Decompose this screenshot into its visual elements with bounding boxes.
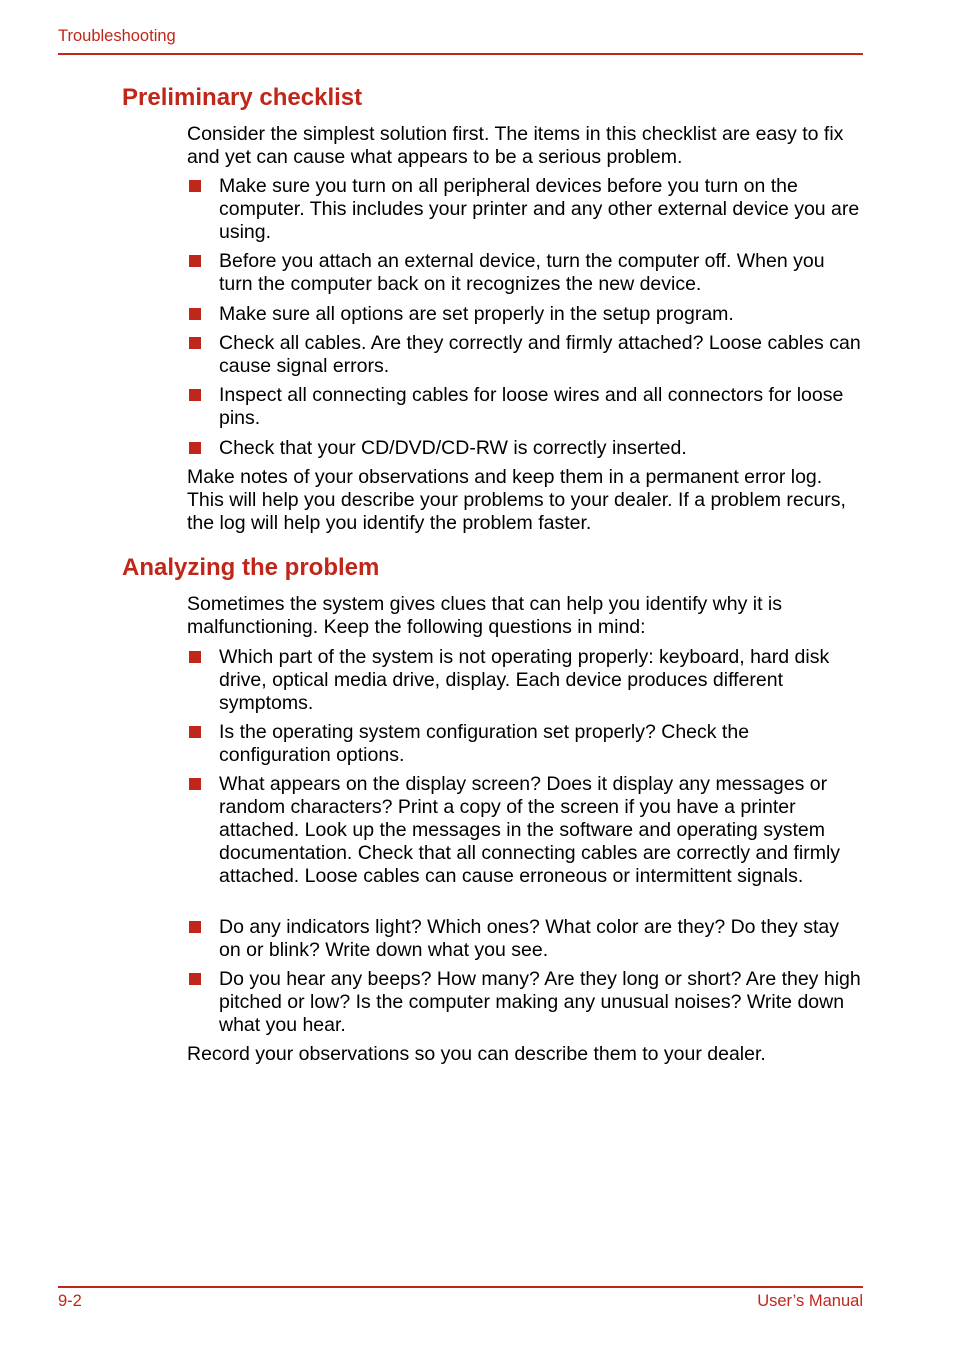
list-item-text: Make sure all options are set properly in the setup program. [219, 303, 734, 325]
list-item-text: What appears on the display screen? Does it display any messages or random characters? Print a copy of the screen if you have a printer attached. Look up the messages in the software and operating system documentation. Check that all connecting cables are correctly and firmly attached. Loose cables can cause erroneous or intermittent signals. [219, 773, 841, 887]
square-bullet-icon [189, 973, 201, 985]
analyzing-outro: Record your observations so you can describe them to your dealer. [187, 1043, 766, 1065]
footer-rule [58, 1286, 863, 1288]
checklist-outro: Make notes of your observations and keep them in a permanent error log. This will help you describe your problems to your dealer. If a problem recurs, the log will help you identify the problem faster. [187, 466, 846, 534]
list-item-text: Is the operating system configuration set properly? Check the configuration options. [219, 721, 750, 766]
list-item-text: Inspect all connecting cables for loose wires and all connectors for loose pins. [219, 384, 844, 429]
list-item-text: Do you hear any beeps? How many? Are they long or short? Are they high pitched or low? Is the computer making any unusual noises? Write down what you hear. [219, 968, 861, 1036]
square-bullet-icon [189, 921, 201, 933]
header-rule [58, 53, 863, 55]
checklist-intro: Consider the simplest solution first. The items in this checklist are easy to fix and yet can cause what appears to be a serious problem. [187, 123, 844, 168]
list-item-text: Which part of the system is not operating properly: keyboard, hard disk drive, optical media drive, display. Each device produces different symptoms. [219, 646, 830, 714]
square-bullet-icon [189, 337, 201, 349]
manual-title: User’s Manual [757, 1292, 863, 1310]
square-bullet-icon [189, 255, 201, 267]
heading-preliminary-checklist: Preliminary checklist [122, 84, 363, 111]
heading-analyzing-the-problem: Analyzing the problem [122, 554, 380, 581]
running-header: Troubleshooting [58, 27, 176, 45]
page-number: 9-2 [58, 1292, 82, 1310]
list-item-text: Do any indicators light? Which ones? What color are they? Do they stay on or blink? Write down what you see. [219, 916, 839, 961]
square-bullet-icon [189, 389, 201, 401]
list-item-text: Before you attach an external device, turn the computer off. When you turn the computer back on it recognizes the new device. [219, 250, 825, 295]
list-item-text: Check that your CD/DVD/CD-RW is correctly inserted. [219, 437, 687, 459]
list-item-text: Check all cables. Are they correctly and firmly attached? Loose cables can cause signal errors. [219, 332, 861, 377]
square-bullet-icon [189, 726, 201, 738]
analyzing-intro: Sometimes the system gives clues that can help you identify why it is malfunctioning. Keep the following questions in mind: [187, 593, 783, 638]
list-item-text: Make sure you turn on all peripheral devices before you turn on the computer. This includes your printer and any other external device you are using. [219, 175, 860, 243]
square-bullet-icon [189, 651, 201, 663]
square-bullet-icon [189, 308, 201, 320]
square-bullet-icon [189, 442, 201, 454]
square-bullet-icon [189, 778, 201, 790]
square-bullet-icon [189, 180, 201, 192]
